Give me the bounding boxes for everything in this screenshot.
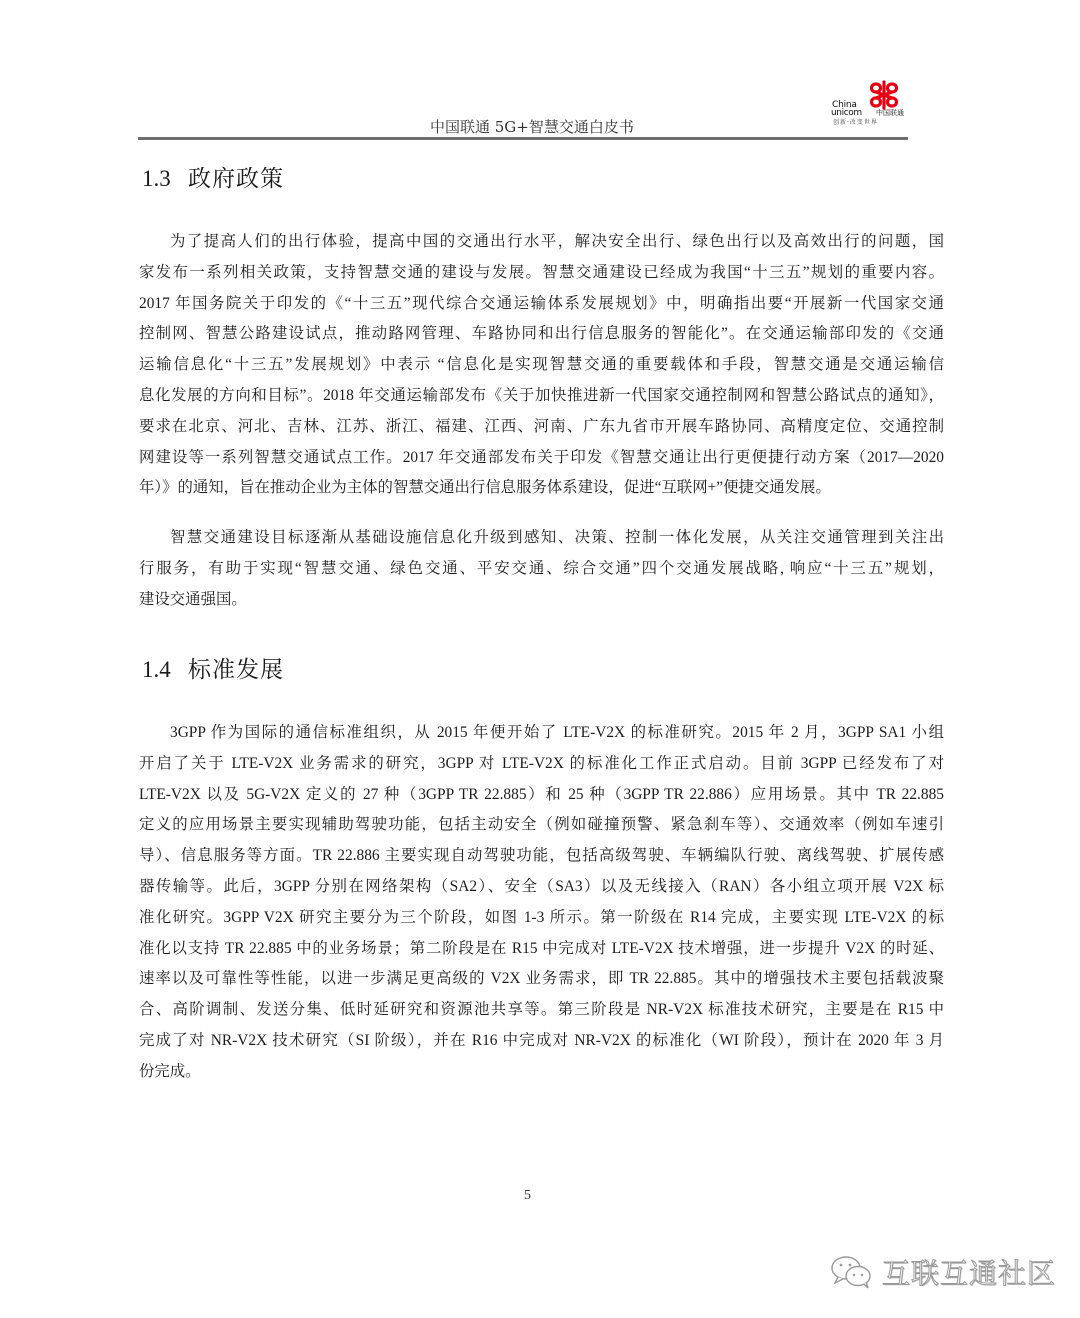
text-line: 行服务，有助于实现“智慧交通、绿色交通、平安交通、综合交通”四个交通发展战略, 响应“十三五”规划， <box>139 559 944 577</box>
text-line: 合、高阶调制、发送分集、低时延研究和资源池共享等。第三阶段是 NR-V2X 标准技术研究，主要是在 R15 中 <box>139 1001 944 1019</box>
text-line: 准化研究。3GPP V2X 研究主要分为三个阶段，如图 1-3 所示。第一阶级在 R14 完成，主要实现 LTE-V2X 的标 <box>139 908 944 926</box>
text-line: 导）、信息服务等方面。TR 22.886 主要实现自动驾驶功能，包括高级驾驶、车辆编队行驶、离线驾驶、扩展传感 <box>139 847 944 865</box>
text-line: 准化以支持 TR 22.885 中的业务场景；第二阶段是在 R15 中完成对 LTE-V2X 技术增强，进一步提升 V2X 的时延、 <box>139 939 944 957</box>
section-title-text: 标准发展 <box>188 657 284 683</box>
text-line: 完成了对 NR-V2X 技术研究（SI 阶级），并在 R16 中完成对 NR-V2X 的标准化（WI 阶段），预计在 2020 年 3 月 <box>139 1031 944 1049</box>
text-line: 家发布一系列相关政策，支持智慧交通的建设与发展。智慧交通建设已经成为我国“十三五”规划的重要内容。 <box>139 263 944 281</box>
text-line: 定义的应用场景主要实现辅助驾驶功能，包括主动安全（例如碰撞预警、紧急刹车等）、交通效率（例如车速引 <box>139 816 944 834</box>
text-line: 建设交通强国。 <box>139 590 247 608</box>
watermark-text: 互联互通社区 <box>882 1257 1057 1290</box>
text-line: 运输信息化“十三五”发展规划》中表示 “信息化是实现智慧交通的重要载体和手段，智慧交通是交通运输信 <box>139 356 944 374</box>
wechat-icon <box>830 1254 874 1290</box>
paragraph <box>139 523 944 615</box>
text-line: 网建设等一系列智慧交通试点工作。2017 年交通部发布关于印发《智慧交通让出行更便捷行动方案（2017—2020 <box>139 448 944 466</box>
text-line: 要求在北京、河北、吉林、江苏、浙江、福建、江西、河南、广东九省市开展车路协同、高精度定位、交通控制 <box>139 417 944 435</box>
text-line: 控制网、智慧公路建设试点，推动路网管理、车路协同和出行信息服务的智能化”。在交通运输部印发的《交通 <box>139 325 944 343</box>
text-line: 速率以及可靠性等性能，以进一步满足更高级的 V2X 业务需求，即 TR 22.885。其中的增强技术主要包括载波聚 <box>139 970 944 988</box>
text-line: LTE-V2X 以及 5G-V2X 定义的 27 种（3GPP TR 22.885）和 25 种（3GPP TR 22.886）应用场景。其中 TR 22.885 <box>139 785 944 803</box>
text-line: 器传输等。此后，3GPP 分别在网络架构（SA2）、安全（SA3）以及无线接入（RAN）各小组立项开展 V2X 标 <box>139 877 944 895</box>
logo-brand-en-line2: unicom <box>831 108 862 118</box>
text-line: 为了提高人们的出行体验，提高中国的交通出行水平，解决安全出行、绿色出行以及高效出行的问题，国 <box>170 233 944 250</box>
header-divider <box>138 137 908 140</box>
text-line: 智慧交通建设目标逐渐从基础设施信息化升级到感知、决策、控制一体化发展，从关注交通管理到关注出 <box>170 529 944 546</box>
china-unicom-logo <box>826 80 916 128</box>
section-title-text: 政府政策 <box>188 166 284 192</box>
paragraph <box>139 718 944 1088</box>
section-number: 1.3 <box>142 166 171 191</box>
section-number: 1.4 <box>142 657 171 682</box>
logo-brand-en-line1: China <box>832 100 857 110</box>
text-line: 份完成。 <box>139 1062 201 1080</box>
section-heading <box>142 160 284 193</box>
logo-brand-cn: 中国联通 <box>876 109 904 117</box>
section-heading <box>142 651 284 684</box>
paragraph <box>139 227 944 504</box>
text-line: 息化发展的方向和目标”。2018 年交通运输部发布《关于加快推进新一代国家交通控制网和智慧公路试点的通知》， <box>139 386 944 404</box>
page-number: 5 <box>524 1188 531 1203</box>
text-line: 2017 年国务院关于印发的《“十三五”现代综合交通运输体系发展规划》中，明确指出要“开展新一代国家交通 <box>139 294 944 312</box>
text-line: 3GPP 作为国际的通信标准组织，从 2015 年便开始了 LTE-V2X 的标准研究。2015 年 2 月，3GPP SA1 小组 <box>170 724 944 741</box>
wechat-watermark <box>830 1252 1056 1292</box>
text-line: 年）》的通知，旨在推动企业为主体的智慧交通出行信息服务体系建设，促进“互联网+”便捷交通发展。 <box>139 479 831 497</box>
running-header-title: 中国联通 5G+智慧交通白皮书 <box>430 118 634 136</box>
china-unicom-knot-icon <box>862 80 906 110</box>
logo-slogan: 创新·改变世界 <box>833 119 878 126</box>
text-line: 开启了关于 LTE-V2X 业务需求的研究，3GPP 对 LTE-V2X 的标准化工作正式启动。目前 3GPP 已经发布了对 <box>139 754 944 772</box>
